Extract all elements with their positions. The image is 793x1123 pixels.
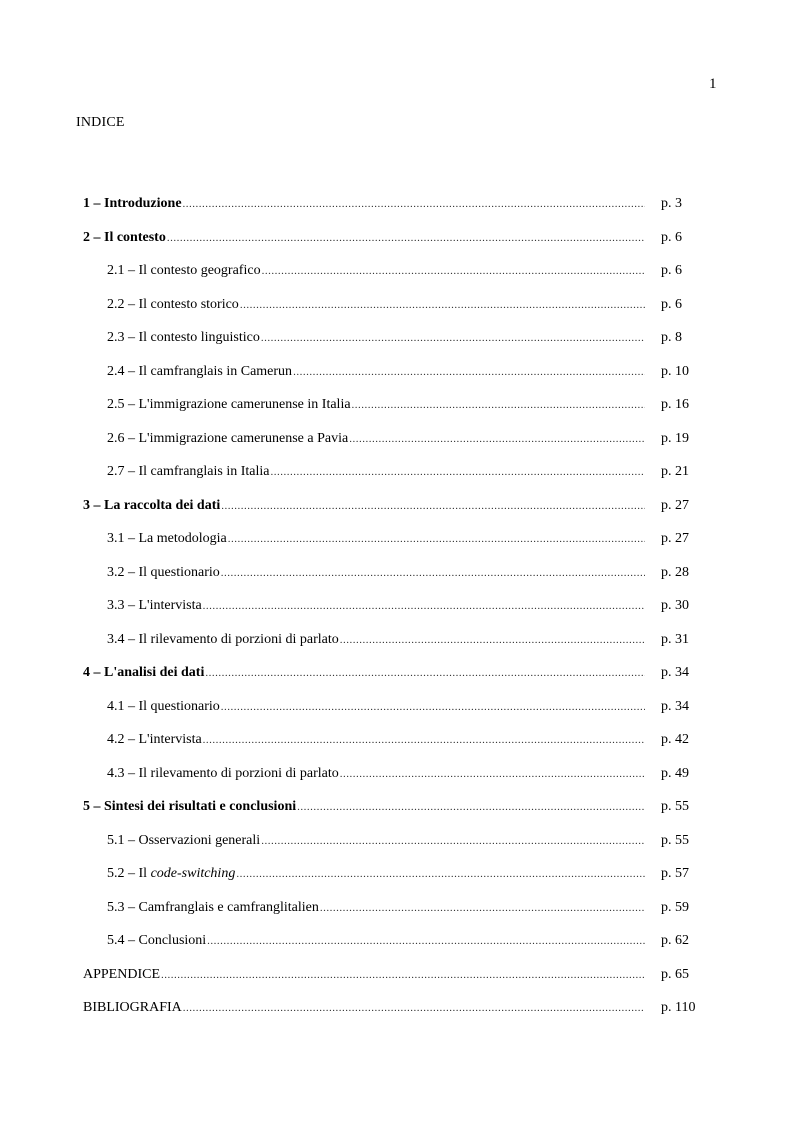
- dot-leader: [352, 396, 645, 414]
- toc-entry-page: p. 16: [661, 397, 689, 412]
- toc-entry[interactable]: [83, 530, 723, 564]
- toc-entry-page: p. 34: [661, 665, 689, 680]
- toc-entry[interactable]: [83, 396, 723, 430]
- toc-entry-label: 4 – L'analisi dei dati: [83, 665, 205, 680]
- toc-entry-label: 2.5 – L'immigrazione camerunense in Italia: [107, 397, 351, 412]
- toc-entry[interactable]: [83, 832, 723, 866]
- dot-leader: [183, 999, 645, 1017]
- dot-leader: [293, 363, 645, 381]
- toc-entry-label: 3.3 – L'intervista: [107, 598, 202, 613]
- dot-leader: [240, 296, 645, 314]
- toc-entry-page: p. 3: [661, 196, 682, 211]
- toc-entry[interactable]: [83, 229, 723, 263]
- dot-leader: [261, 329, 645, 347]
- toc-entry[interactable]: [83, 463, 723, 497]
- dot-leader: [221, 497, 645, 515]
- toc-entry-label: 2.7 – Il camfranglais in Italia: [107, 464, 270, 479]
- toc-entry-label: 3.1 – La metodologia: [107, 531, 227, 546]
- toc-entry-label: 1 – Introduzione: [83, 196, 182, 211]
- toc-entry[interactable]: [83, 698, 723, 732]
- toc-entry-page: p. 27: [661, 497, 689, 513]
- toc-entry-page: p. 6: [661, 263, 682, 278]
- toc-entry-page: p. 8: [661, 330, 682, 345]
- toc-entry-page: p. 21: [661, 464, 689, 479]
- toc-entry-page: p. 27: [661, 531, 689, 546]
- toc-entry-page: p. 30: [661, 598, 689, 613]
- toc-entry-page: p. 19: [661, 430, 689, 446]
- toc-entry-label: 5 – Sintesi dei risultati e conclusioni: [83, 799, 297, 814]
- toc-entry[interactable]: [83, 631, 723, 665]
- toc-entry-label: 2 – Il contesto: [83, 229, 166, 245]
- toc-entry[interactable]: [83, 899, 723, 933]
- toc-entry-label: 2.6 – L'immigrazione camerunense a Pavia: [107, 430, 349, 446]
- toc-entry-page: p. 55: [661, 832, 689, 848]
- toc-entry-label: 2.4 – Il camfranglais in Camerun: [107, 363, 293, 379]
- toc-entry[interactable]: [83, 664, 723, 698]
- dot-leader: [349, 430, 645, 448]
- toc-entry-label: 3 – La raccolta dei dati: [83, 497, 221, 513]
- toc-entry-page: p. 34: [661, 698, 689, 714]
- dot-leader: [221, 564, 645, 582]
- dot-leader: [297, 798, 645, 816]
- toc-entry[interactable]: [83, 564, 723, 598]
- toc-entry[interactable]: [83, 597, 723, 631]
- toc-entry-page: p. 6: [661, 229, 682, 245]
- toc-entry-page: p. 62: [661, 933, 689, 948]
- toc-entry-label: 5.3 – Camfranglais e camfranglitalien: [107, 899, 319, 915]
- toc-entry-page: p. 55: [661, 799, 689, 814]
- dot-leader: [205, 664, 645, 682]
- toc-entry-page: p. 6: [661, 296, 682, 312]
- dot-leader: [161, 966, 645, 984]
- toc-entry-label: 4.2 – L'intervista: [107, 732, 202, 747]
- dot-leader: [221, 698, 645, 716]
- toc-entry-label: 4.3 – Il rilevamento di porzioni di parlato: [107, 765, 339, 781]
- dot-leader: [340, 765, 645, 783]
- page-heading: INDICE: [76, 115, 125, 130]
- toc-entry-label: 5.2 – Il code-switching: [107, 866, 236, 881]
- toc-entry-page: p. 31: [661, 631, 689, 647]
- toc-entry[interactable]: [83, 798, 723, 832]
- dot-leader: [262, 262, 645, 280]
- toc-entry-page: p. 42: [661, 732, 689, 747]
- dot-leader: [261, 832, 645, 850]
- toc-entry-label: 4.1 – Il questionario: [107, 698, 220, 714]
- toc-entry-page: p. 59: [661, 899, 689, 915]
- toc-entry[interactable]: [83, 430, 723, 464]
- dot-leader: [271, 463, 646, 481]
- toc-entry-page: p. 65: [661, 966, 689, 982]
- toc-entry[interactable]: [83, 195, 723, 229]
- table-of-contents: [83, 195, 723, 1033]
- dot-leader: [183, 195, 645, 213]
- toc-entry[interactable]: [83, 999, 723, 1033]
- toc-entry-page: p. 57: [661, 866, 689, 881]
- toc-entry-label: 5.1 – Osservazioni generali: [107, 832, 261, 848]
- dot-leader: [203, 597, 645, 615]
- toc-entry[interactable]: [83, 932, 723, 966]
- toc-entry-label: 2.2 – Il contesto storico: [107, 296, 239, 312]
- toc-entry-label: 3.4 – Il rilevamento di porzioni di parlato: [107, 631, 339, 647]
- toc-entry[interactable]: [83, 966, 723, 1000]
- toc-entry-page: p. 28: [661, 564, 689, 580]
- toc-entry-page: p. 10: [661, 363, 689, 379]
- dot-leader: [236, 865, 645, 883]
- dot-leader: [203, 731, 645, 749]
- toc-entry-page: p. 49: [661, 765, 689, 781]
- dot-leader: [340, 631, 645, 649]
- dot-leader: [207, 932, 645, 950]
- toc-entry[interactable]: [83, 865, 723, 899]
- toc-entry[interactable]: [83, 329, 723, 363]
- toc-entry[interactable]: [83, 296, 723, 330]
- toc-entry-page: p. 110: [661, 1000, 696, 1015]
- toc-entry-label: 5.4 – Conclusioni: [107, 933, 207, 948]
- toc-entry[interactable]: [83, 765, 723, 799]
- page-number: 1: [709, 76, 717, 92]
- toc-entry-label: APPENDICE: [83, 966, 161, 982]
- toc-entry[interactable]: [83, 363, 723, 397]
- dot-leader: [167, 229, 645, 247]
- dot-leader: [228, 530, 645, 548]
- toc-entry-label: 2.1 – Il contesto geografico: [107, 263, 261, 278]
- dot-leader: [320, 899, 645, 917]
- toc-entry[interactable]: [83, 262, 723, 296]
- toc-entry-label: 3.2 – Il questionario: [107, 564, 220, 580]
- toc-entry-label: BIBLIOGRAFIA: [83, 1000, 182, 1015]
- toc-entry-label: 2.3 – Il contesto linguistico: [107, 330, 260, 345]
- toc-entry[interactable]: [83, 731, 723, 765]
- toc-entry[interactable]: [83, 497, 723, 531]
